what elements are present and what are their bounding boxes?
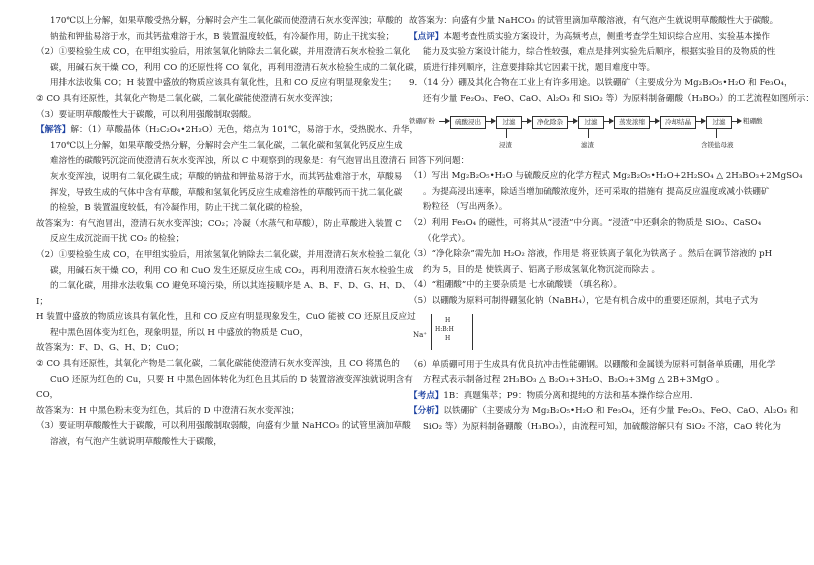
text-line: 难溶性的碳酸钙沉淀而使澄清石灰水变浑浊，所以 C 中观察到的现象是：有气泡冒出且澄清石 (50, 156, 406, 167)
text-line: （2）①要检验生成 CO，在甲组实验后，用浓氢氧化钠除去二氧化碳，并用澄清石灰水检验二氧化 (36, 249, 411, 260)
section-tag: 【解答】 (36, 125, 71, 136)
text-line: CO， (36, 390, 59, 401)
flow-arrow (695, 121, 705, 122)
text-line: 【考点】1B：真题集萃；P9：物质分离和提纯的方法和基本操作综合应用． (409, 390, 699, 401)
flow-arrow (649, 121, 659, 122)
text-line: 。为提高浸出速率，除适当增加硫酸浓度外，还可采取的措施有 提高反应温度或减小铁硼矿 (423, 186, 770, 197)
text-line: （化学式）。 (423, 233, 471, 244)
right-text-block-bottom (409, 358, 799, 436)
text-line: 约为 5，目的是 使铁离子、铝离子形成氢氧化物沉淀而除去 。 (423, 264, 661, 275)
flow-start-label: 铁硼矿粉 (409, 116, 435, 125)
text-line: 故答案为：H 中黑色粉末变为红色，其后的 D 中澄清石灰水变浑浊； (36, 405, 300, 416)
text-line: （6）单质硼可用于生成具有优良抗冲击性能硼钢。以硼酸和金属镁为原料可制备单质硼，用化学 (409, 359, 776, 370)
text-line: 碳，用碱石灰干燥 CO，利用 CO 的还原性将 CO 氧化，再利用澄清石灰水检验生成的二氧化碳， (50, 62, 423, 73)
text-line: 挥发，导致生成的气体中含有草酸，草酸和氢氧化钙反应生成难溶性的草酸钙而干扰二氧化碳 (50, 187, 403, 198)
borohydride-dot-structure (435, 316, 454, 343)
text-line: 程中黑色固体变为红色，现象明显，所以 H 中盛放的物质是 CuO， (50, 327, 309, 338)
text-line: 方程式表示制备过程 2H₃BO₃ △ B₂O₃+3H₂O、B₂O₃+3Mg △ 2B+3MgO 。 (423, 375, 725, 386)
text-line: （1）写出 Mg₂B₂O₅•H₂O 与硫酸反应的化学方程式 Mg₂B₂O₅•H₂O+2H₂SO₄ △ 2H₃BO₃+2MgSO₄ (409, 171, 803, 182)
text-line: （2）利用 Fe₃O₄ 的磁性，可将其从“浸渣”中分离。“浸渣”中还剩余的物质是 SiO₂、CaSO₄ (409, 217, 762, 228)
structure-row: H (445, 334, 451, 342)
flow-end-label: 粗硼酸 (743, 116, 763, 125)
text-line: ② CO 具有还原性，其氧化产物是二氧化碳，二氧化碳能使澄清石灰水变浑浊； (36, 93, 338, 104)
structure-row: H:B:H (435, 325, 454, 333)
text-line: 能力及实验方案设计能力，综合性较强，难点是排列实验先后顺序，根据实验目的及物质的性 (423, 47, 776, 58)
flow-output-arrow (506, 128, 507, 138)
flow-arrow (485, 121, 495, 122)
text-line: （5）以硼酸为原料可制得硼氢化钠（NaBH₄），它是有机合成中的重要还原剂，其电子式为 (409, 295, 759, 306)
text-line: 用排水法收集 CO；H 装置中盛放的物质应该具有氧化性，且和 CO 反应有明显现象发生； (50, 78, 397, 89)
section-tag: 【分析】 (409, 406, 444, 417)
flow-step: 过滤 (496, 116, 522, 129)
flow-output-arrow (716, 128, 717, 138)
text-line: （4）“粗硼酸”中的主要杂质是 七水硫酸镁 （填名称）。 (409, 280, 623, 291)
text-line: 170℃以上分解，如果草酸受热分解，分解时会产生二氧化碳，二氧化碳和氢氧化钙反应生成 (50, 140, 403, 151)
text-line: H 装置中盛放的物质应该具有氧化性，且和 CO 反应有明显现象发生，CuO 能被 CO 还原且反应过 (36, 312, 416, 323)
flow-step: 净化除杂 (532, 116, 568, 129)
text-line: 粉粒径 （写出两条）。 (423, 202, 508, 213)
flow-output-label: 浸渣 (499, 140, 512, 149)
text-line: 钠盐和钾盐易溶于水，而其钙盐难溶于水，B 装置温度较低，有冷凝作用，防止干扰实验； (50, 31, 395, 42)
text-line: 质进行排列顺序，注意要排除其它因素干扰，题目难度中等。 (423, 62, 656, 73)
text-line: 【点评】本题考查性质实验方案设计，为高频考点，侧重考查学生知识综合应用、实验基本操作 (409, 31, 770, 42)
text-line: 碳，用碱石灰干燥 CO，利用 CO 和 CuO 发生还原反应生成 CO₂，再利用澄清石灰水检验生成 (50, 265, 414, 276)
right-text-block-mid (409, 154, 803, 310)
flow-output-arrow (588, 128, 589, 138)
text-line: 【分析】以铁硼矿（主要成分为 Mg₂B₂O₅•H₂O 和 Fe₃O₄，还有少量 Fe₂O₃、FeO、CaO、Al₂O₃ 和 (409, 406, 799, 417)
text-line: 【解答】解：（1）草酸晶体（H₂C₂O₄•2H₂O）无色，熔点为 101℃，易溶于水，受热脱水、升华， (36, 125, 419, 136)
section-tag: 【点评】 (409, 31, 444, 42)
sodium-ion-label: Na⁺ (413, 330, 427, 339)
text-line: （3）“净化除杂”需先加 H₂O₂ 溶液，作用是 将亚铁离子氧化为铁离子 。然后在调节溶液的 pH (409, 249, 773, 260)
text-line: 溶液，有气泡产生就说明草酸酸性大于碳酸， (50, 437, 222, 448)
text-line: 灰水变浑浊，说明有二氧化碳生成；草酸的钠盐和钾盐易溶于水，而其钙盐难溶于水，草酸易 (50, 171, 403, 182)
flow-arrow (521, 121, 531, 122)
text-line: I； (36, 296, 48, 307)
text-line: 故答案为：向盛有少量 NaHCO₃ 的试管里滴加草酸溶液，有气泡产生就说明草酸酸性大于碳酸。 (409, 16, 779, 26)
text-line: 故答案为：F、D、G、H、D；CuO； (36, 343, 184, 354)
text-line: SiO₂ 等）为原料制备硼酸（H₃BO₃），由流程可知，加硫酸溶解只有 SiO₂ 不溶，CaO 转化为 (423, 421, 781, 432)
flow-arrow (439, 121, 449, 122)
text-line: （3）要证明草酸酸性大于碳酸，可以利用强酸制取弱酸，向盛有少量 NaHCO₃ 的试管里滴加草酸 (36, 421, 411, 432)
text-line: 反应生成沉淀而干扰 CO₂ 的检验； (50, 234, 185, 245)
text-line: 故答案为：有气泡冒出，澄清石灰水变浑浊；CO₂；冷凝（水蒸气和草酸），防止草酸进入装置 C (36, 218, 402, 229)
flow-step: 蒸发浓缩 (614, 116, 650, 129)
text-line: 还有少量 Fe₂O₃、FeO、CaO、Al₂O₃ 和 SiO₂ 等）为原料制备硼酸（H₃BO₃）的工艺流程如图所示： (423, 93, 814, 104)
text-line: （3）要证明草酸酸性大于碳酸，可以利用强酸制取弱酸。 (36, 109, 257, 120)
section-tag: 【考点】 (409, 390, 444, 401)
text-line: 170℃以上分解，如果草酸受热分解，分解时会产生二氧化碳而使澄清石灰水变浑浊；草酸的 (50, 16, 403, 26)
right-text-block-top (409, 14, 814, 108)
right-column (409, 14, 814, 435)
flow-step: 冷却结晶 (660, 116, 696, 129)
structure-row: H (445, 316, 451, 324)
process-flow-diagram (409, 110, 771, 150)
flow-step: 过滤 (578, 116, 604, 129)
text-line: ② CO 具有还原性，其氧化产物是二氧化碳，二氧化碳能使澄清石灰水变浑浊，且 CO 将黑色的 (36, 359, 400, 370)
text-line: 的二氧化碳，用排水法收集 CO 避免环境污染，所以其连接顺序是 A、B、F、D、G、H、D、 (50, 281, 411, 292)
flow-output-label: 滤渣 (581, 140, 594, 149)
flow-output-label: 含镁盐母液 (701, 140, 734, 149)
text-line: CuO 还原为红色的 Cu，只要 H 中黑色固体转化为红色且其后的 D 装置溶液变浑浊就说明含有 (50, 374, 413, 385)
text-line: （2）①要检验生成 CO，在甲组实验后，用浓氢氧化钠除去二氧化碳，并用澄清石灰水检验二氧化 (36, 47, 411, 58)
flow-arrow (603, 121, 613, 122)
text-line: 回答下列问题： (409, 155, 470, 166)
flow-arrow (567, 121, 577, 122)
flow-step: 硫酸浸出 (450, 116, 486, 129)
flow-step: 过滤 (706, 116, 732, 129)
nabh4-electron-formula (409, 310, 771, 356)
flow-arrow (731, 121, 741, 122)
text-line: 的检验，B 装置温度较低，有冷凝作用，防止干扰二氧化碳的检验， (50, 203, 309, 214)
text-line: 9．（14 分）硼及其化合物在工业上有许多用途。以铁硼矿（主要成分为 Mg₂B₂O₅•H₂O 和 Fe₃O₄， (409, 78, 793, 89)
